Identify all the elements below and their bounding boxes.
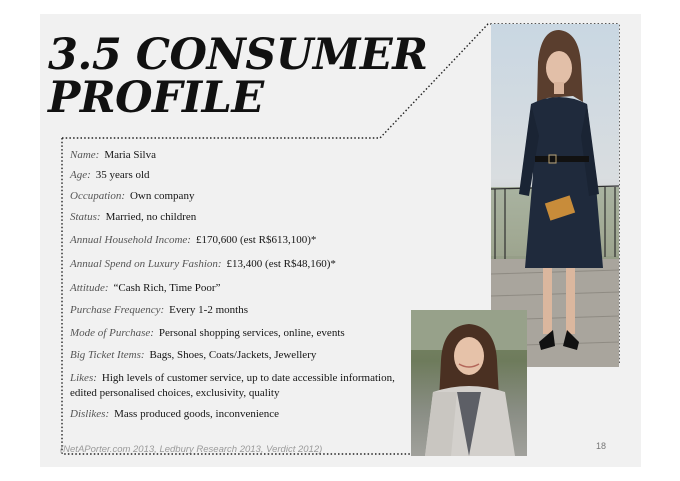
field-luxury-spend: [70, 257, 415, 271]
field-value: £170,600 (est R$613,100)*: [195, 234, 317, 246]
title-line-2: PROFILE: [48, 73, 264, 123]
field-mode-of-purchase: [70, 326, 415, 340]
field-age: [70, 168, 415, 182]
field-household-income: [70, 233, 415, 247]
source-citation: (NetAPorter.com 2013, Ledbury Research 2013, Verdict 2012): [60, 444, 323, 455]
slide: [40, 14, 641, 467]
field-label: Attitude:: [70, 282, 109, 294]
field-status: [70, 210, 415, 224]
field-value: “Cash Rich, Time Poor”: [113, 282, 221, 294]
field-label: Occupation:: [70, 190, 125, 202]
field-dislikes: [70, 407, 415, 421]
field-value: 35 years old: [95, 169, 150, 181]
field-attitude: [70, 281, 415, 295]
field-value: Own company: [129, 190, 195, 202]
field-label: Purchase Frequency:: [70, 304, 165, 316]
field-value: Every 1-2 months: [169, 304, 248, 316]
field-label: Dislikes:: [70, 408, 110, 420]
field-value: Mass produced goods, inconvenience: [114, 408, 280, 420]
model-photo-grey-coat: [411, 310, 527, 456]
field-label: Mode of Purchase:: [70, 327, 154, 339]
field-label: Big Ticket Items:: [70, 349, 145, 361]
field-name: [70, 148, 415, 162]
field-purchase-frequency: [70, 303, 415, 317]
field-value: Maria Silva: [104, 149, 156, 161]
field-big-ticket-items: [70, 348, 415, 362]
field-label: Likes:: [70, 372, 97, 384]
field-label: Annual Household Income:: [70, 234, 191, 246]
title-line-1: 3.5 CONSUMER: [48, 30, 428, 80]
field-label: Name:: [70, 149, 100, 161]
profile-fields: [70, 148, 415, 421]
field-occupation: [70, 189, 415, 203]
field-label: Status:: [70, 211, 101, 223]
field-value: Bags, Shoes, Coats/Jackets, Jewellery: [149, 349, 317, 361]
field-value: High levels of customer service, up to date accessible information, edited personalised choices, exclusivity, quality: [70, 372, 395, 399]
page-number: 18: [596, 441, 607, 451]
field-label: Annual Spend on Luxury Fashion:: [70, 258, 222, 270]
field-value: Married, no children: [105, 211, 197, 223]
field-value: Personal shopping services, online, events: [158, 327, 345, 339]
field-value: £13,400 (est R$48,160)*: [226, 258, 336, 270]
field-likes: [70, 371, 415, 400]
field-label: Age:: [70, 169, 91, 181]
